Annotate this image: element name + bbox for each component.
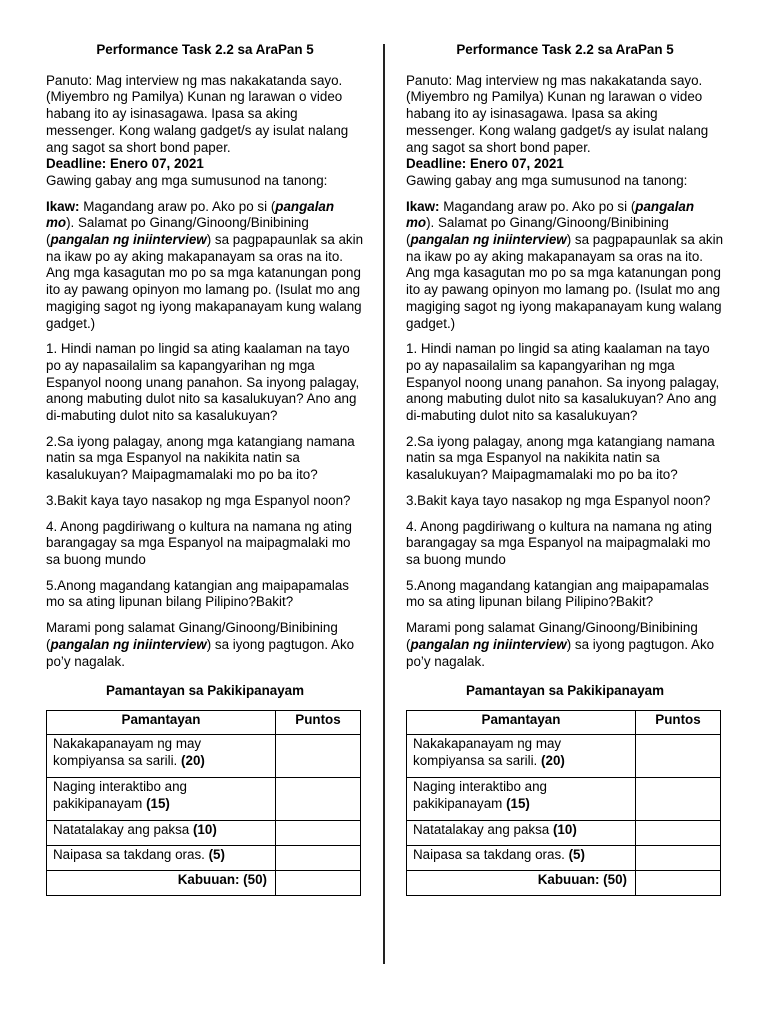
score-cell[interactable] (276, 820, 361, 845)
table-row-total (407, 870, 721, 895)
criterion-text: Naging interaktibo ang pakikipanayam (413, 778, 547, 811)
table-row (47, 845, 361, 870)
score-cell[interactable] (276, 777, 361, 820)
intro-text-2: ). Salamat po Ginang/Ginoong/Binibining ( (46, 215, 309, 248)
header-pamantayan: Pamantayan (47, 710, 276, 734)
intro-paragraph (406, 199, 724, 333)
guide-text: Gawing gabay ang mga sumusunod na tanong: (406, 172, 688, 188)
criterion-text: Natatalakay ang paksa (53, 821, 190, 837)
criterion-cell (47, 734, 276, 777)
table-row (47, 820, 361, 845)
header-pamantayan: Pamantayan (407, 710, 636, 734)
intro-bold-1: pangalan mo (46, 198, 335, 231)
header-puntos: Puntos (636, 710, 721, 734)
table-row-total (47, 870, 361, 895)
question-1: 1. Hindi naman po lingid sa ating kaalaman na tayo po ay napasailalim sa kapangyarihan ng mga Espanyol noong unang panahon. Sa inyong palagay, anong mabuting dulot nito sa kasalukuyan? Ano ang di-mabuting dulot nito sa kasalukuyan? (406, 341, 720, 424)
closing-text-1: Marami pong salamat Ginang/Ginoong/Binibining ( (406, 620, 698, 652)
rubric-title: Pamantayan sa Pakikipanayam (466, 683, 664, 699)
rubric-title: Pamantayan sa Pakikipanayam (106, 683, 304, 699)
intro-text-1: Magandang araw po. Ako po si ( (79, 198, 276, 214)
intro-text-3: ) sa pagpapaunlak sa akin na ikaw po ay aking makapanayam sa oras na ito. Ang mga kasagutan mo po sa mga katanungan pong ito ay pawang opinyon mo lamang po. (Isulat mo ang magiging sagot ng iyong makapanayam kung walang gadget.) (46, 232, 364, 331)
total-score-cell[interactable] (276, 870, 361, 895)
right-column (406, 42, 724, 896)
guide-text: Gawing gabay ang mga sumusunod na tanong: (46, 172, 328, 188)
score-cell[interactable] (636, 777, 721, 820)
criterion-cell (407, 845, 636, 870)
question-5: 5.Anong magandang katangian ang maipapamalas mo sa ating lipunan bilang Pilipino?Bakit? (406, 577, 710, 610)
column-divider (383, 44, 385, 964)
table-row (407, 734, 721, 777)
criterion-text: Naging interaktibo ang pakikipanayam (53, 778, 187, 811)
total-label: Kabuuan: (50) (407, 870, 636, 895)
left-column (46, 42, 364, 896)
intro-bold-2: pangalan ng iniinterview (50, 232, 207, 248)
intro-bold-2: pangalan ng iniinterview (410, 232, 567, 248)
table-row (47, 734, 361, 777)
intro-text-2: ). Salamat po Ginang/Ginoong/Binibining ( (406, 215, 669, 248)
instructions: Panuto: Mag interview ng mas nakakatanda sayo. (Miyembro ng Pamilya) Kunan ng larawan o video habang ito ay isinasagawa. Ipasa sa aking messenger. Kong walang gadget/s ay isulat nalang ang sagot sa short bond paper. (406, 72, 709, 155)
question-1: 1. Hindi naman po lingid sa ating kaalaman na tayo po ay napasailalim sa kapangyarihan ng mga Espanyol noong unang panahon. Sa inyong palagay, anong mabuting dulot nito sa kasalukuyan? Ano ang di-mabuting dulot nito sa kasalukuyan? (46, 341, 360, 424)
criterion-points: (15) (506, 795, 530, 811)
total-score-cell[interactable] (636, 870, 721, 895)
ikaw-label: Ikaw: (46, 198, 80, 214)
score-cell[interactable] (636, 845, 721, 870)
intro-paragraph (46, 199, 364, 333)
ikaw-label: Ikaw: (406, 198, 440, 214)
question-4: 4. Anong pagdiriwang o kultura na namana ng ating barangagay sa mga Espanyol na maipagmalaki mo sa buong mundo (46, 518, 352, 567)
criterion-text: Natatalakay ang paksa (413, 821, 550, 837)
header-puntos: Puntos (276, 710, 361, 734)
criterion-points: (10) (552, 821, 577, 837)
closing-bold: pangalan ng iniinterview (50, 636, 207, 652)
intro-bold-1: pangalan mo (406, 198, 695, 231)
criterion-text: Nakakapanayam ng may kompiyansa sa sarili. (53, 735, 202, 768)
criterion-cell (47, 820, 276, 845)
question-4: 4. Anong pagdiriwang o kultura na namana ng ating barangagay sa mga Espanyol na maipagmalaki mo sa buong mundo (406, 518, 712, 567)
criterion-text: Naipasa sa takdang oras. (53, 846, 205, 862)
criterion-points: (10) (192, 821, 217, 837)
criterion-text: Naipasa sa takdang oras. (413, 846, 565, 862)
criterion-points: (20) (181, 752, 205, 768)
criterion-cell (407, 734, 636, 777)
criterion-text: Nakakapanayam ng may kompiyansa sa sarili. (413, 735, 562, 768)
closing-text-2: ) sa iyong pagtugon. Ako po’y nagalak. (46, 636, 355, 669)
question-3: 3.Bakit kaya tayo nasakop ng mga Espanyol noon? (46, 492, 351, 508)
table-row (407, 777, 721, 820)
score-cell[interactable] (636, 734, 721, 777)
criterion-points: (5) (208, 846, 225, 862)
intro-text-3: ) sa pagpapaunlak sa akin na ikaw po ay aking makapanayam sa oras na ito. Ang mga kasagutan mo po sa mga katanungan pong ito ay pawang opinyon mo lamang po. (Isulat mo ang magiging sagot ng iyong makapanayam kung walang gadget.) (406, 232, 724, 331)
closing-text-2: ) sa iyong pagtugon. Ako po’y nagalak. (406, 636, 715, 669)
deadline: Deadline: Enero 07, 2021 (46, 156, 204, 172)
criterion-cell (407, 820, 636, 845)
closing-paragraph (46, 620, 364, 670)
criterion-cell (407, 777, 636, 820)
question-5: 5.Anong magandang katangian ang maipapamalas mo sa ating lipunan bilang Pilipino?Bakit? (46, 577, 350, 610)
criterion-points: (20) (541, 752, 565, 768)
intro-text-1: Magandang araw po. Ako po si ( (439, 198, 636, 214)
score-cell[interactable] (276, 845, 361, 870)
task-title: Performance Task 2.2 sa AraPan 5 (456, 42, 674, 57)
closing-paragraph (406, 620, 724, 670)
total-label: Kabuuan: (50) (47, 870, 276, 895)
closing-bold: pangalan ng iniinterview (410, 636, 567, 652)
criterion-points: (15) (146, 795, 170, 811)
table-row (47, 777, 361, 820)
rubric-table (46, 710, 361, 896)
table-row (407, 820, 721, 845)
score-cell[interactable] (636, 820, 721, 845)
question-2: 2.Sa iyong palagay, anong mga katangiang namana natin sa mga Espanyol na nakikita natin sa kasalukuyan? Maipagmamalaki mo po ba ito? (46, 433, 355, 483)
score-cell[interactable] (276, 734, 361, 777)
instructions: Panuto: Mag interview ng mas nakakatanda sayo. (Miyembro ng Pamilya) Kunan ng larawan o video habang ito ay isinasagawa. Ipasa sa aking messenger. Kong walang gadget/s ay isulat nalang ang sagot sa short bond paper. (46, 72, 349, 155)
table-row (407, 845, 721, 870)
criterion-points: (5) (568, 846, 585, 862)
question-2: 2.Sa iyong palagay, anong mga katangiang namana natin sa mga Espanyol na nakikita natin sa kasalukuyan? Maipagmamalaki mo po ba ito? (406, 433, 715, 483)
question-3: 3.Bakit kaya tayo nasakop ng mga Espanyol noon? (406, 492, 711, 508)
task-title: Performance Task 2.2 sa AraPan 5 (96, 42, 314, 57)
criterion-cell (47, 845, 276, 870)
closing-text-1: Marami pong salamat Ginang/Ginoong/Binibining ( (46, 620, 338, 652)
rubric-table (406, 710, 721, 896)
criterion-cell (47, 777, 276, 820)
deadline: Deadline: Enero 07, 2021 (406, 156, 564, 172)
